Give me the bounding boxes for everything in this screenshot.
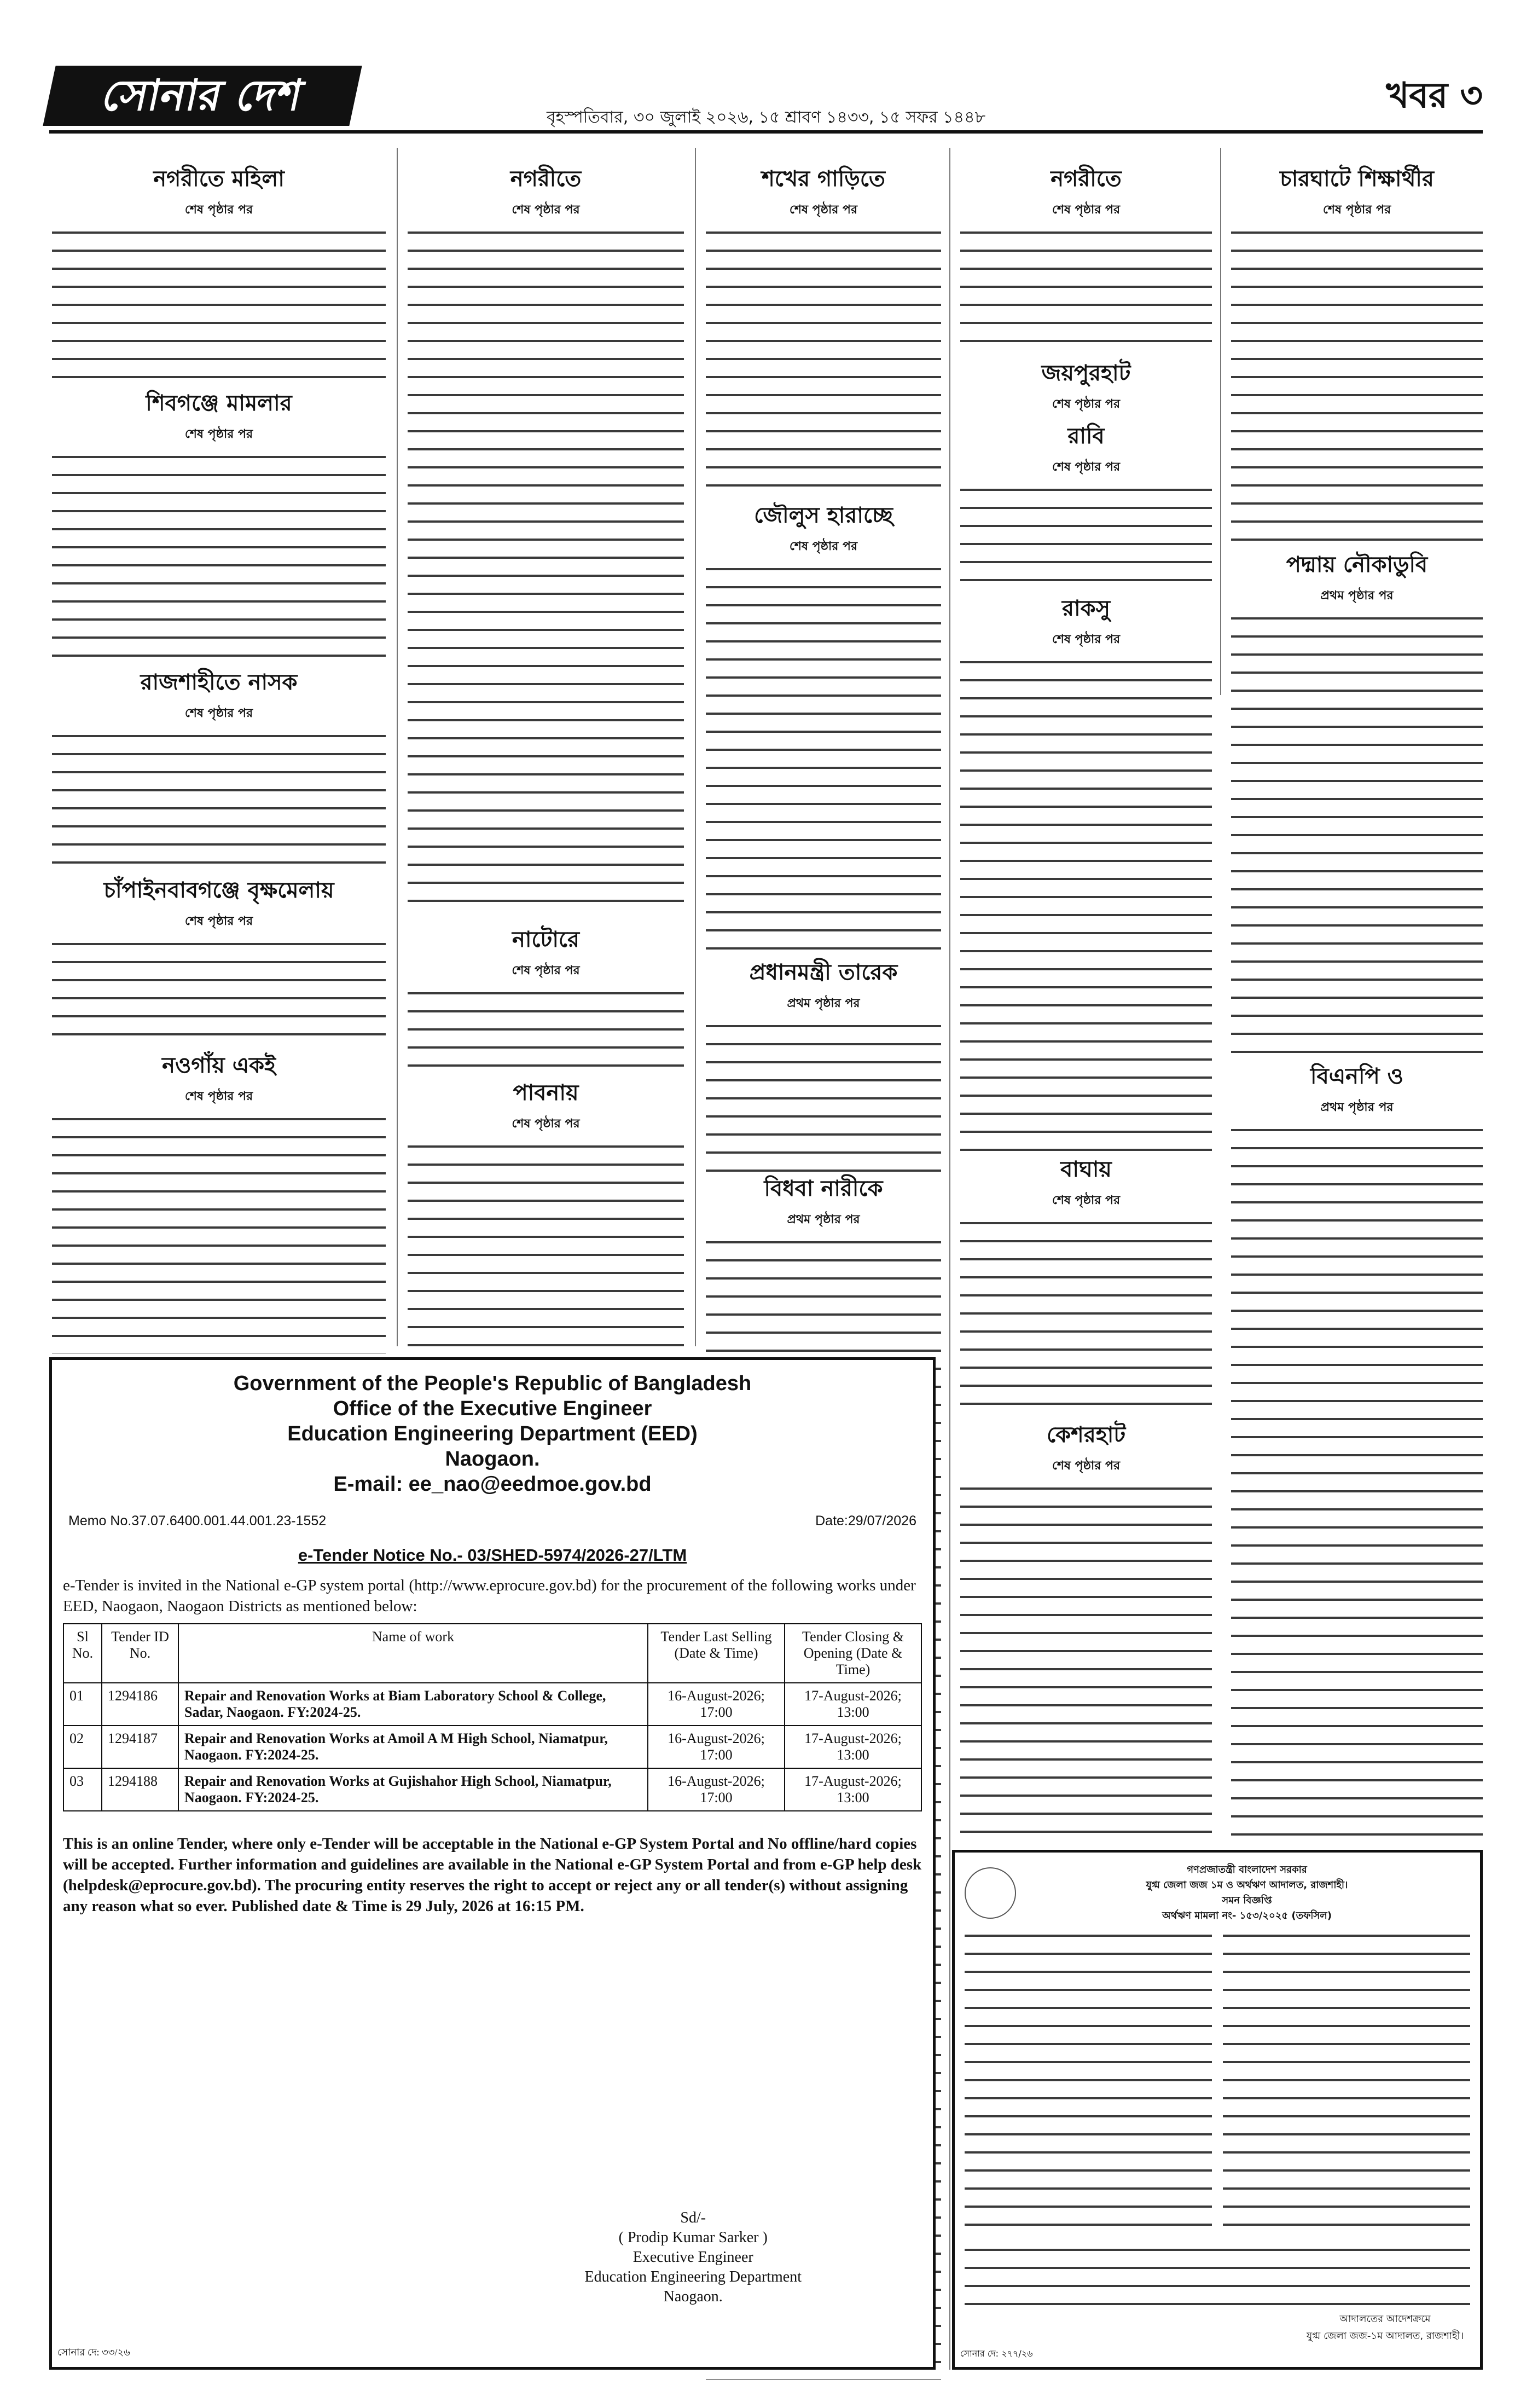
masthead [49,66,1483,140]
article-body [52,937,386,1047]
continuation-label: শেষ পৃষ্ঠার পর [184,203,253,217]
column-header: Tender Last Selling (Date & Time) [648,1624,785,1683]
signatory-department: Education Engineering Department [584,2268,802,2285]
continuation-label: শেষ পৃষ্ঠার পর [512,1117,580,1131]
court-govt: গণপ্রজাতন্ত্রী বাংলাদেশ সরকার [1187,1864,1307,1876]
continuation-label: শেষ পৃষ্ঠার পর [1052,633,1121,646]
table-row [63,1683,921,1726]
table-cell: 1294187 [102,1726,178,1768]
table-cell: 1294186 [102,1683,178,1726]
article-headline: নগরীতে [510,166,582,192]
column-divider [1220,148,1221,695]
article [52,386,386,654]
office-name: Office of the Executive Engineer [333,1397,652,1420]
article-body [960,483,1212,593]
court-case-number: অর্থঋণ মামলা নং- ১৫৩/২০২৫ (তফসিল) [1162,1910,1332,1921]
article-body [52,730,386,872]
article-body [52,450,386,664]
table-cell: 1294188 [102,1768,178,1811]
article-headline: বিধবা নারীকে [764,1176,883,1201]
article [52,873,386,1037]
article-headline: রাজশাহীতে নাসক [140,670,298,695]
continuation-label: প্রথম পৃষ্ঠার পর [787,1213,860,1226]
article-headline: কেশরহাট [1046,1422,1126,1448]
article-body [1231,612,1483,1061]
tender-heading [63,1371,922,1497]
continuation-label: শেষ পৃষ্ঠার পর [1052,1459,1121,1473]
contact-email: E-mail: ee_nao@eedmoe.gov.bd [333,1473,652,1496]
article [960,419,1212,583]
article-body [1231,226,1483,549]
court-summons-advertisement [952,1850,1483,2370]
memo-number: Memo No.37.07.6400.001.44.001.23-1552 [68,1513,327,1529]
continuation-label: শেষ পৃষ্ঠার পর [1052,460,1121,474]
table-cell: 03 [63,1768,102,1811]
court-title [1024,1862,1470,1924]
column-divider [695,148,696,1346]
article-headline: শখের গাড়িতে [762,166,885,192]
table-cell: 16-August-2026; 17:00 [648,1768,785,1811]
article [960,161,1212,348]
article-headline: জয়পুরহাট [1041,361,1131,386]
table-cell: Repair and Renovation Works at Amoil A M High School, Niamatpur, Naogaon. FY:2024-25. [178,1726,648,1768]
article-body [1231,1124,1483,1849]
court-parties [965,1929,1470,2236]
article-headline: নগরীতে [1051,166,1122,192]
article-headline: চারঘাটে শিক্ষার্থীর [1280,166,1434,192]
article-body [52,226,386,379]
article-headline: নাটোরে [512,927,580,952]
signatory-name: ( Prodip Kumar Sarker ) [618,2229,768,2246]
continuation-label: প্রথম পৃষ্ঠার পর [1320,1101,1394,1114]
memo-row [68,1513,916,1529]
memo-date: Date:29/07/2026 [815,1513,916,1529]
article-headline: বাঘায় [1060,1157,1112,1182]
continuation-label: শেষ পৃষ্ঠার পর [184,707,253,720]
article-body [706,563,941,957]
article-body [408,1140,684,1353]
continuation-label: শেষ পৃষ্ঠার পর [512,964,580,977]
article-headline: শিবগঞ্জে মামলার [146,391,292,416]
continuation-label: শেষ পৃষ্ঠার পর [184,1090,253,1103]
continuation-label: শেষ পৃষ্ঠার পর [184,427,253,441]
article-headline: রাবি [1067,424,1105,449]
article-body [706,226,941,500]
table-header-row [63,1624,921,1683]
continuation-label: শেষ পৃষ্ঠার পর [789,203,858,217]
court-seal-icon [965,1867,1016,1919]
tender-table [63,1623,922,1811]
newspaper-logo: সোনার দেশ [43,66,362,126]
tender-notice-title: e-Tender Notice No.- 03/SHED-5974/2026-27/LTM [298,1545,687,1565]
column-header: Tender ID No. [102,1624,178,1683]
article-body [408,226,684,916]
department-name: Education Engineering Department (EED) [287,1422,698,1445]
article [1231,161,1483,539]
article-body [52,1113,386,1353]
continuation-label: শেষ পৃষ্ঠার পর [1052,397,1121,411]
article-headline: নগরীতে মহিলা [153,166,285,192]
article [408,1075,684,1344]
court-notice-body [965,2243,1470,2309]
defendant-block [1223,1929,1470,2236]
article-body [960,1217,1212,1419]
section-label: খবর ৩ [1386,76,1483,116]
article [408,922,684,1064]
table-cell: 16-August-2026; 17:00 [648,1726,785,1768]
article-headline: চাঁপাইনবাবগঞ্জে বৃক্ষমেলায় [103,878,334,903]
table-row [63,1768,921,1811]
continuation-label: শেষ পৃষ্ঠার পর [1052,1194,1121,1207]
court-notice-label: সমন বিজ্ঞপ্তি [1222,1895,1272,1906]
table-cell: 17-August-2026; 13:00 [785,1768,921,1811]
table-cell: 16-August-2026; 17:00 [648,1683,785,1726]
article-body [706,1020,941,1178]
article-body [960,226,1212,357]
article-headline: রাকসু [1061,596,1110,621]
continuation-label: প্রথম পৃষ্ঠার পর [787,997,860,1010]
table-cell: Repair and Renovation Works at Biam Laboratory School & College, Sadar, Naogaon. FY:2024-25. [178,1683,648,1726]
column-header: Name of work [178,1624,648,1683]
article-body [960,656,1212,1154]
continuation-label: প্রথম পৃষ্ঠার পর [1320,589,1394,603]
article [408,161,684,911]
article [52,1048,386,1344]
article [1231,1059,1483,1839]
article [52,665,386,862]
article [706,498,941,947]
table-cell: 17-August-2026; 13:00 [785,1726,921,1768]
continuation-label: শেষ পৃষ্ঠার পর [512,203,580,217]
tender-intro: e-Tender is invited in the National e-GP system portal (http://www.eprocure.gov.bd) for the procurement of the following works under EED, Naogaon, Naogaon Districts as mentioned below: [63,1577,916,1615]
continuation-label: শেষ পৃষ্ঠার পর [789,540,858,553]
court-name: যুগ্ম জেলা জজ ১ম ও অর্থঋণ আদালত, রাজশাহী। [1146,1879,1348,1891]
table-cell: 01 [63,1683,102,1726]
government-name: Government of the People's Republic of Bangladesh [233,1372,752,1395]
article [1231,547,1483,1051]
article-headline: প্রধানমন্ত্রী তারেক [749,960,898,985]
plaintiff-block [965,1929,1212,2236]
signatory-location: Naogaon. [663,2288,723,2305]
court-issuer: আদালতের আদেশক্রমে [1339,2313,1431,2325]
column-divider [397,148,398,1346]
masthead-rule [49,130,1483,134]
court-signature [1307,2311,1464,2345]
continuation-label: শেষ পৃষ্ঠার পর [1052,203,1121,217]
table-cell: 17-August-2026; 13:00 [785,1683,921,1726]
article-headline: জৌলুস হারাচ্ছে [754,503,893,528]
continuation-label: শেষ পৃষ্ঠার পর [1322,203,1391,217]
table-cell: 02 [63,1726,102,1768]
signature-block [584,2208,802,2307]
issue-date: বৃহস্পতিবার, ৩০ জুলাই ২০২৬, ১৫ শ্রাবণ ১৪৩৩, ১৫ সফর ১৪৪৮ [546,108,986,127]
article [706,161,941,490]
article [960,356,1212,410]
column-header: Tender Closing & Opening (Date & Time) [785,1624,921,1683]
article-headline: নওগাঁয় একই [162,1053,276,1078]
article [960,591,1212,1144]
signature-mark: Sd/- [680,2209,706,2226]
court-office: যুগ্ম জেলা জজ-১ম আদালত, রাজশাহী। [1306,2330,1464,2342]
table-cell: Repair and Renovation Works at Gujishahor High School, Niamatpur, Naogaon. FY:2024-25. [178,1768,648,1811]
ad-code: সোনার দে: ৩৩/২৬ [57,2347,130,2358]
continuation-label: শেষ পৃষ্ঠার পর [184,914,253,928]
article [960,1417,1212,1839]
table-row [63,1726,921,1768]
tender-footer: This is an online Tender, where only e-Tender will be acceptable in the National e-GP System Portal and No offline/hard copies will be accepted. Further information and guidelines are available in the National e-GP System Portal and from e-GP help desk (helpdesk@eprocure.gov.bd). The procuring entity reserves the right to accept or reject any or all tender(s) without assigning any reason what so ever. Published date & Time is 29 July, 2026 at 16:15 PM. [63,1835,922,1915]
ad-code: সোনার দে: ২৭৭/২৬ [960,2348,1033,2359]
signatory-title: Executive Engineer [632,2249,753,2266]
article [706,955,941,1168]
column-header: Sl No. [63,1624,102,1683]
article-headline: পদ্মায় নৌকাডুবি [1286,552,1428,577]
article-body [960,1482,1212,1849]
article [960,1152,1212,1409]
article-headline: বিএনপি ও [1310,1064,1403,1089]
tender-advertisement [49,1357,936,2370]
article-body [408,987,684,1074]
article [52,161,386,375]
location-name: Naogaon. [445,1448,540,1471]
court-header [965,1862,1470,1924]
article-headline: পাবনায় [513,1080,579,1105]
column-divider [949,148,950,2370]
